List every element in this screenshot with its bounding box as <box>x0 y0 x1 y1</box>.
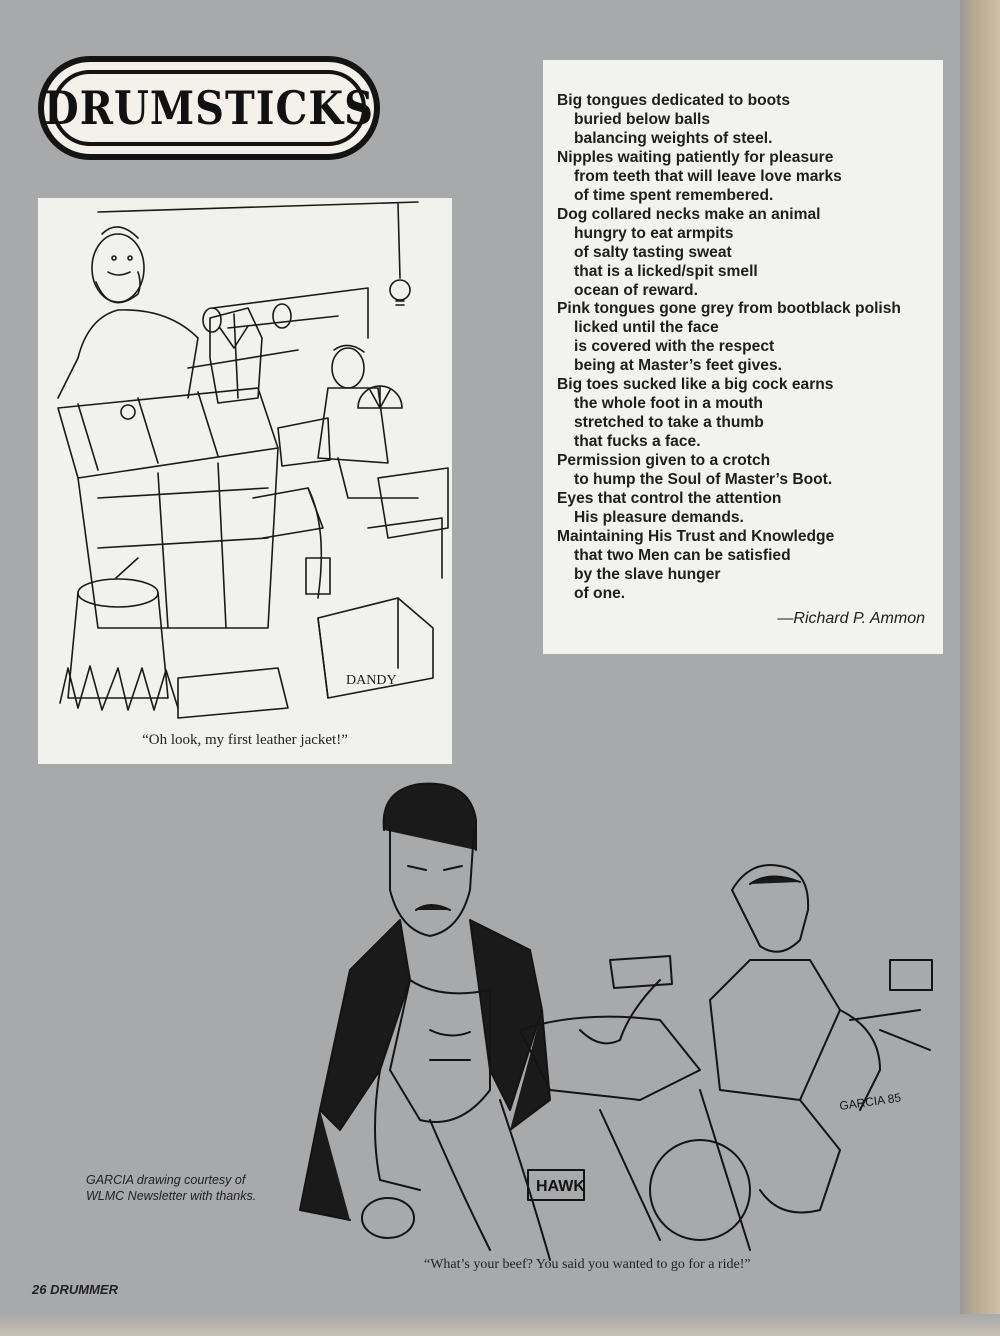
poem-line: ocean of reward. <box>574 281 698 299</box>
poem-line: of one. <box>574 584 626 602</box>
poem-line: the whole foot in a mouth <box>574 395 763 413</box>
poem-line: from teeth that will leave love marks <box>574 167 842 185</box>
cartoon-illustration <box>38 198 452 728</box>
drumsticks-logo <box>38 56 380 160</box>
poem-panel <box>543 60 943 654</box>
poem-line: His pleasure demands. <box>574 508 744 526</box>
poem-line: stretched to take a thumb <box>574 414 764 432</box>
cartoon-caption: “Oh look, my first leather jacket!” <box>142 732 348 748</box>
poem-line: Big tongues dedicated to boots <box>557 92 791 109</box>
poem-line: by the slave hunger <box>574 565 721 583</box>
plate-text: HAWK <box>536 1178 585 1195</box>
poem-line: balancing weights of steel. <box>574 129 773 147</box>
poem-line: that is a licked/spit smell <box>574 262 758 280</box>
poem-line: being at Master’s feet gives. <box>574 357 782 375</box>
poem-line: Pink tongues gone grey from bootblack polish <box>557 300 901 318</box>
poem-line: Maintaining His Trust and Knowledge <box>557 527 835 545</box>
poem-line: hungry to eat armpits <box>574 224 734 242</box>
drawing-caption: “What’s your beef? You said you wanted to go for a ride!” <box>424 1257 751 1272</box>
poem-author: —Richard P. Ammon <box>777 610 925 627</box>
credit-line-2: WLMC Newsletter with thanks. <box>86 1189 257 1203</box>
poem-line: that fucks a face. <box>574 433 701 451</box>
poem-line: licked until the face <box>574 319 719 337</box>
biker-illustration <box>280 770 940 1270</box>
drawing-credit <box>86 1172 296 1204</box>
poem-line: is covered with the respect <box>574 338 775 356</box>
poem-line: Nipples waiting patiently for pleasure <box>557 148 834 166</box>
cartoon-signature: DANDY <box>346 673 397 688</box>
poem-line: Dog collared necks make an animal <box>557 205 821 223</box>
logo-inner-border <box>44 70 374 146</box>
poem-line: Permission given to a crotch <box>557 452 771 470</box>
cartoon-panel <box>38 198 452 764</box>
poem-line: of salty tasting sweat <box>574 243 732 261</box>
poem-line: Eyes that control the attention <box>557 490 782 508</box>
page-folio: 26 DRUMMER <box>32 1282 118 1297</box>
poem-line: to hump the Soul of Master’s Boot. <box>574 471 833 489</box>
credit-line-1: GARCIA drawing courtesy of <box>86 1173 246 1187</box>
poem-line: buried below balls <box>574 110 711 128</box>
poem-line: that two Men can be satisfied <box>574 546 791 564</box>
poem-line: Big toes sucked like a big cock earns <box>557 376 834 394</box>
page-bottom-edge <box>0 1314 1000 1336</box>
drawing-signature: GARCIA 85 <box>838 1090 902 1113</box>
poem-line: of time spent remembered. <box>574 186 774 204</box>
logo-text: DRUMSTICKS <box>44 80 374 136</box>
poem-body <box>557 92 943 604</box>
page-edge-shadow <box>960 0 1000 1336</box>
